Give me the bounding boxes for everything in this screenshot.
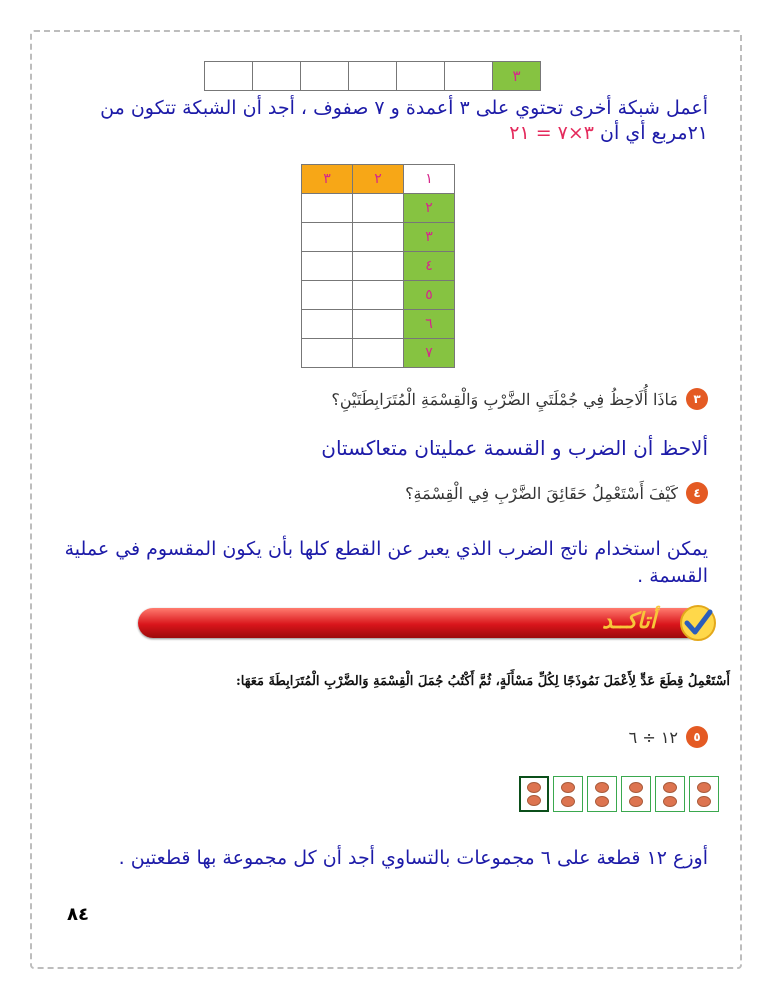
grid-cell <box>353 194 404 223</box>
counter-icon <box>595 782 609 793</box>
exercise-instruction: أَسْتَعْمِلُ قِطَعَ عَدٍّ لِأَعْمَلَ نَمُوذَجًا لِكُلِّ مَسْأَلَةٍ، ثُمَّ أَكْتُبُ جُمَلَ الْقِسْمَةِ وَالضَّرْبِ الْمُتَرَابِطَةَ مَعَهَا: <box>235 674 730 689</box>
equation-text: ٣×٧ = ٢١ <box>509 122 595 144</box>
grid-cell <box>353 252 404 281</box>
question-number-badge: ٥ <box>686 726 708 748</box>
single-row-grid <box>205 61 541 91</box>
answer-line: يمكن استخدام ناتج الضرب الذي يعبر عن القطع كلها بأن يكون المقسوم في عملية <box>64 538 708 560</box>
grid-cell <box>302 310 353 339</box>
strip-cell <box>396 61 445 91</box>
grid-row-number: ٢ <box>404 194 455 223</box>
strip-cell <box>204 61 253 91</box>
answer-4 <box>48 536 708 590</box>
check-section-banner <box>138 603 718 643</box>
grid-cell <box>302 339 353 368</box>
page-number: ٨٤ <box>67 904 89 925</box>
grid-header-cell: ٣ <box>302 165 353 194</box>
grid-row-number: ٧ <box>404 339 455 368</box>
counter-group <box>621 776 651 812</box>
grid-row-number: ٥ <box>404 281 455 310</box>
counter-icon <box>697 782 711 793</box>
counter-icon <box>527 795 541 806</box>
strip-cell-green: ٣ <box>492 61 541 91</box>
question-text: مَاذَا أُلَاحِظُ فِي جُمْلَتَيِ الضَّرْبِ وَالْقِسْمَةِ الْمُتَرَابِطَتَيْنِ؟ <box>331 389 678 409</box>
counter-group <box>553 776 583 812</box>
paragraph-grid-explanation <box>48 96 708 146</box>
counter-group <box>519 776 549 812</box>
grid-cell <box>302 223 353 252</box>
counter-icon <box>629 796 643 807</box>
banner-title: أتاكــد <box>602 609 656 634</box>
strip-cell <box>348 61 397 91</box>
counter-group <box>587 776 617 812</box>
question-text: ١٢ ÷ ٦ <box>628 727 678 747</box>
counter-icon <box>561 782 575 793</box>
count-text: ٢١مربع أي أن <box>594 122 708 144</box>
counter-group <box>655 776 685 812</box>
grid-cell <box>353 223 404 252</box>
counter-icon <box>561 796 575 807</box>
counter-icon <box>527 782 541 793</box>
grid-cell <box>353 281 404 310</box>
strip-cell <box>252 61 301 91</box>
counter-icon <box>595 796 609 807</box>
strip-cell <box>300 61 349 91</box>
question-number-badge: ٤ <box>686 482 708 504</box>
grid-header-cell: ١ <box>404 165 455 194</box>
question-4 <box>405 482 708 504</box>
checkmark-icon <box>678 603 718 643</box>
answer-3: ألاحظ أن الضرب و القسمة عمليتان متعاكستان <box>321 436 708 460</box>
question-5 <box>629 726 708 748</box>
counter-icon <box>663 796 677 807</box>
strip-cell <box>444 61 493 91</box>
question-3 <box>331 388 708 410</box>
grid-row-number: ٣ <box>404 223 455 252</box>
counter-group <box>689 776 719 812</box>
question-number-badge: ٣ <box>686 388 708 410</box>
answer-line: القسمة . <box>637 565 708 587</box>
counter-groups <box>519 776 719 812</box>
grid-cell <box>302 281 353 310</box>
question-text: كَيْفَ أَسْتَعْمِلُ حَقَائِقَ الضَّرْبِ فِي الْقِسْمَةِ؟ <box>405 483 678 503</box>
counter-icon <box>629 782 643 793</box>
grid-cell <box>302 252 353 281</box>
grid-cell <box>302 194 353 223</box>
answer-5: أوزع ١٢ قطعة على ٦ مجموعات بالتساوي أجد أن كل مجموعة بها قطعتين . <box>118 847 708 869</box>
counter-icon <box>663 782 677 793</box>
grid-cell <box>353 339 404 368</box>
grid-row-number: ٦ <box>404 310 455 339</box>
grid-header-cell: ٢ <box>353 165 404 194</box>
multiplication-grid <box>301 164 455 368</box>
counter-icon <box>697 796 711 807</box>
paragraph-line: أعمل شبكة أخرى تحتوي على ٣ أعمدة و ٧ صفوف ، أجد أن الشبكة تتكون من <box>100 97 708 119</box>
grid-cell <box>353 310 404 339</box>
paragraph-line <box>48 121 708 146</box>
grid-row-number: ٤ <box>404 252 455 281</box>
